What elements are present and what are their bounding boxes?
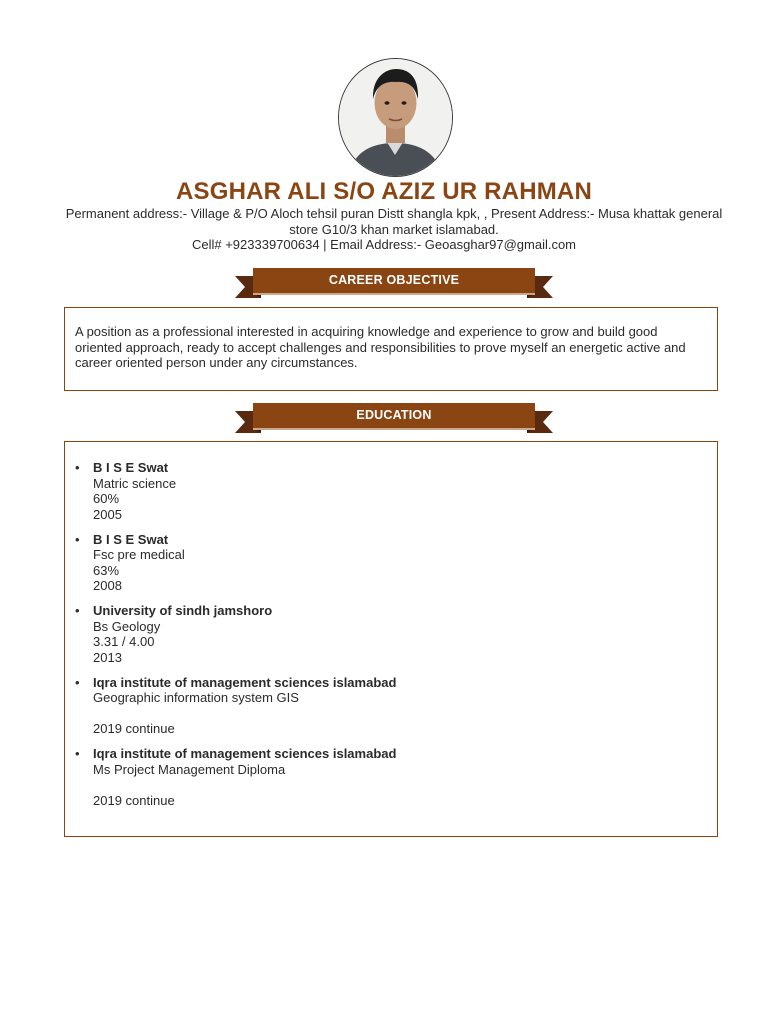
bullet-icon: •	[75, 460, 80, 475]
degree: Matric science	[93, 475, 177, 491]
education-item	[75, 675, 396, 737]
year: 2019 continue	[93, 792, 175, 808]
institution: Iqra institute of management sciences islamabad	[93, 746, 397, 761]
bullet-icon: •	[75, 746, 80, 761]
degree: Bs Geology	[93, 618, 161, 634]
education-item	[75, 603, 396, 665]
degree: Ms Project Management Diploma	[93, 761, 286, 777]
degree: Fsc pre medical	[93, 547, 185, 562]
candidate-name: ASGHAR ALI S/O AZIZ UR RAHMAN	[175, 178, 592, 205]
institution: B I S E Swat	[93, 531, 169, 547]
year: 2008	[93, 578, 122, 593]
education-item	[75, 532, 396, 594]
section-ribbon-career-objective	[235, 268, 553, 298]
year: 2005	[93, 506, 122, 522]
bullet-icon: •	[75, 531, 80, 547]
section-title: CAREER OBJECTIVE	[328, 273, 460, 287]
objective-line: A position as a professional interested in acquiring knowledge and experience to grow and build good	[75, 324, 658, 339]
education-box	[64, 441, 718, 837]
education-list	[75, 460, 396, 818]
objective-line: career oriented person under any circumstances.	[75, 355, 358, 370]
address-line: store G10/3 khan market islamabad.	[289, 221, 499, 237]
section-ribbon-education	[235, 403, 553, 433]
education-item	[75, 460, 396, 522]
contact-line: Cell# +923339700634 | Email Address:- Geoasghar97@gmail.com	[191, 237, 577, 252]
score: 60%	[93, 491, 120, 506]
education-item	[75, 746, 396, 808]
score	[93, 777, 396, 793]
institution: Iqra institute of management sciences islamabad	[93, 674, 397, 690]
institution: University of sindh jamshoro	[93, 603, 273, 618]
degree: Geographic information system GIS	[93, 690, 299, 705]
score: 3.31 / 4.00	[93, 634, 155, 649]
institution: B I S E Swat	[93, 460, 169, 475]
year: 2019 continue	[93, 721, 175, 736]
year: 2013	[93, 649, 122, 665]
profile-photo	[338, 58, 453, 177]
score	[93, 706, 396, 722]
bullet-icon: •	[75, 603, 80, 618]
objective-line: oriented approach, ready to accept challenges and responsibilities to prove myself an energetic active and	[75, 339, 686, 355]
address-block	[60, 206, 728, 237]
address-line: Permanent address:- Village & P/O Aloch tehsil puran Distt shangla kpk, , Present Address:- Musa khattak general	[65, 206, 723, 221]
score: 63%	[93, 562, 120, 578]
bullet-icon: •	[75, 674, 80, 690]
career-objective-box	[64, 307, 718, 391]
section-title: EDUCATION	[356, 408, 432, 422]
